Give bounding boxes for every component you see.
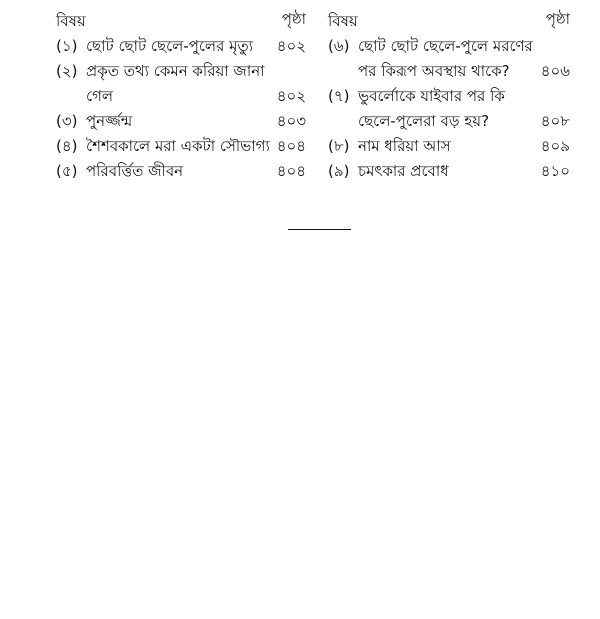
entry-number: (৩) <box>56 112 78 130</box>
contents-entry <box>328 84 570 134</box>
subject-heading: বিষয় <box>328 12 358 30</box>
contents-column-right <box>328 8 570 184</box>
entry-number: (১) <box>56 37 78 55</box>
entry-page: ৪০৩ <box>276 112 306 130</box>
entry-number: (৫) <box>56 162 78 180</box>
contents-entry <box>56 59 306 109</box>
entry-title: ভুবর্লোকে যাইবার পর কি ছেলে-পুলেরা বড় হয়? <box>358 87 505 130</box>
entry-page: ৪০৬ <box>540 62 570 80</box>
entry-page: ৪০৮ <box>540 112 570 130</box>
entry-title: ছোট ছোট ছেলে-পুলে মরণের পর কিরূপ অবস্থায় থাকে? <box>358 37 533 80</box>
entry-number: (৮) <box>328 137 350 155</box>
entry-page: ৪০৪ <box>276 162 306 180</box>
entry-title: পুনর্জ্জন্ম <box>86 112 133 130</box>
entry-page: ৪০৪ <box>276 137 306 155</box>
contents-entry <box>56 159 306 184</box>
entry-title: ছোট ছোট ছেলে-পুলের মৃত্যু <box>86 37 254 55</box>
subject-heading: বিষয় <box>56 12 86 30</box>
contents-entry <box>56 134 306 159</box>
entry-number: (৬) <box>328 37 350 55</box>
entry-number: (৪) <box>56 137 78 155</box>
contents-entry <box>56 109 306 134</box>
entry-page: ৪০৯ <box>540 137 570 155</box>
page-heading: পৃষ্ঠা <box>281 10 306 28</box>
entry-title: নাম ধরিয়া আস <box>358 137 451 155</box>
entry-page: ৪১০ <box>540 162 570 180</box>
entry-title: শৈশবকালে মরা একটা সৌভাগ্য <box>86 137 270 155</box>
contents-entry <box>328 159 570 184</box>
contents-column-left <box>56 8 306 184</box>
contents-entry <box>328 134 570 159</box>
entry-number: (৭) <box>328 87 350 105</box>
column-header <box>328 8 570 34</box>
column-header <box>56 8 306 34</box>
entry-number: (৯) <box>328 162 350 180</box>
entry-title: চমৎকার প্রবোধ <box>358 162 449 180</box>
contents-entry <box>328 34 570 84</box>
page-heading: পৃষ্ঠা <box>545 10 570 28</box>
contents-entry <box>56 34 306 59</box>
entry-page: ৪০২ <box>276 37 306 55</box>
entry-page: ৪০২ <box>276 87 306 105</box>
entry-title: পরিবর্ত্তিত জীবন <box>86 162 184 180</box>
entry-number: (২) <box>56 62 78 80</box>
entry-title: প্রকৃত তথ্য কেমন করিয়া জানা গেল <box>86 62 265 105</box>
section-divider-rule <box>288 229 351 230</box>
